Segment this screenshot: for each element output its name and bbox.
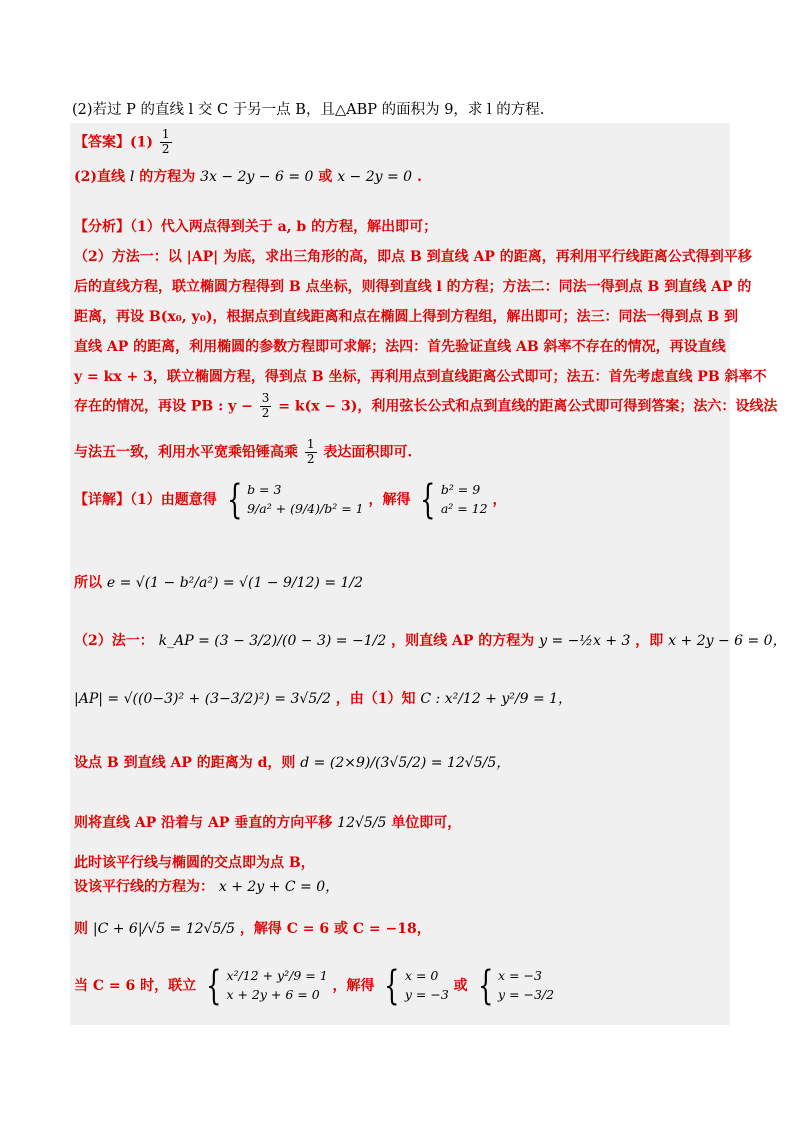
detail-line-5: 设点 B 到直线 AP 的距离为 d，则 d = (2×9)/(3√5/2) = 12√5/5，	[74, 755, 511, 771]
equation-system-1: { b = 3 9/a² + (9/4)/b² = 1	[226, 477, 364, 523]
detail-line-2: 所以 e = √(1 − b²/a²) = √(1 − 9/12) = 1/2	[74, 575, 364, 591]
detail-line-4: |AP| = √((0−3)² + (3−3/2)²) = 3√5/2 ，由（1）知 C : x²/12 + y²/9 = 1，	[74, 691, 573, 707]
answer-line-2: (2)直线 l 的方程为 3x − 2y − 6 = 0 或 x − 2y = 0 .	[74, 169, 422, 185]
detail-line-9: 则 |C + 6|/√5 = 12√5/5 ，解得 C = 6 或 C = −18，	[74, 921, 431, 937]
equation-system-5: { x = −3 y = −3/2	[477, 963, 555, 1009]
answer-label: 【答案】(1)	[74, 134, 153, 151]
analysis-line-4: 距离，再设 B(x₀, y₀)，根据点到直线距离和点在椭圆上得到方程组，解出即可；法三：同法一得到点 B 到	[74, 309, 739, 325]
fraction-3-2: $\frac{3}{2}$	[261, 391, 270, 420]
detail-line-3: （2）法一： k_AP = (3 − 3/2)/(0 − 3) = −1/2 ，则直线 AP 的方程为 y = −½x + 3 ，即 x + 2y − 6 = 0，	[74, 633, 787, 649]
answer-line-1	[74, 128, 174, 157]
analysis-line-5: 直线 AP 的距离，利用椭圆的参数方程即可求解；法四：首先验证直线 AB 斜率不存在的情况，再设直线	[74, 339, 726, 355]
equation-system-4: { x = 0 y = −3	[384, 963, 449, 1009]
detail-line-7: 此时该平行线与椭圆的交点即为点 B，	[74, 855, 315, 871]
detail-line-8: 设该平行线的方程为： x + 2y + C = 0，	[74, 879, 340, 895]
analysis-line-6: y = kx + 3，联立椭圆方程，得到点 B 坐标，再利用点到直线距离公式即可；法五：首先考虑直线 PB 斜率不	[74, 369, 767, 385]
detail-line-10: 当 C = 6 时，联立 { x²/12 + y²/9 = 1 x + 2y + 6 = 0 ，解得 { x = 0 y = −3 或 { x = −3 y = −3/2	[74, 963, 555, 1009]
answer-fraction: $\frac{1}{2}$	[161, 127, 170, 156]
detail-line-1: 【详解】（1）由题意得 { b = 3 9/a² + (9/4)/b² = 1 ，解得 { b² = 9 a² = 12 ，	[74, 477, 507, 523]
question-text: (2)若过 P 的直线 l 交 C 于另一点 B，且△ABP 的面积为 9，求 l 的方程.	[72, 102, 545, 118]
equation-system-2: { b² = 9 a² = 12	[420, 477, 488, 523]
equation-system-3: { x²/12 + y²/9 = 1 x + 2y + 6 = 0	[206, 963, 328, 1009]
fraction-half: $\frac{1}{2}$	[306, 437, 315, 466]
detail-line-6: 则将直线 AP 沿着与 AP 垂直的方向平移 12√5/5 单位即可，	[74, 815, 462, 831]
analysis-line-8: 与法五一致，利用水平宽乘铅锤高乘 $\frac{1}{2}$ 表达面积即可.	[74, 437, 413, 466]
analysis-line-1: 【分析】（1）代入两点得到关于 a, b 的方程，解出即可；	[74, 219, 438, 235]
analysis-line-7: 存在的情况，再设 PB : y − $\frac{3}{2}$ = k(x − 3)，利用弦长公式和点到直线的距离公式即可得到答案；法六：设线法	[74, 391, 778, 420]
analysis-line-2: （2）方法一：以 |AP| 为底，求出三角形的高，即点 B 到直线 AP 的距离，再利用平行线距离公式得到平移	[74, 249, 752, 265]
analysis-line-3: 后的直线方程，联立椭圆方程得到 B 点坐标，则得到直线 l 的方程；方法二：同法一得到点 B 到直线 AP 的	[74, 279, 752, 295]
